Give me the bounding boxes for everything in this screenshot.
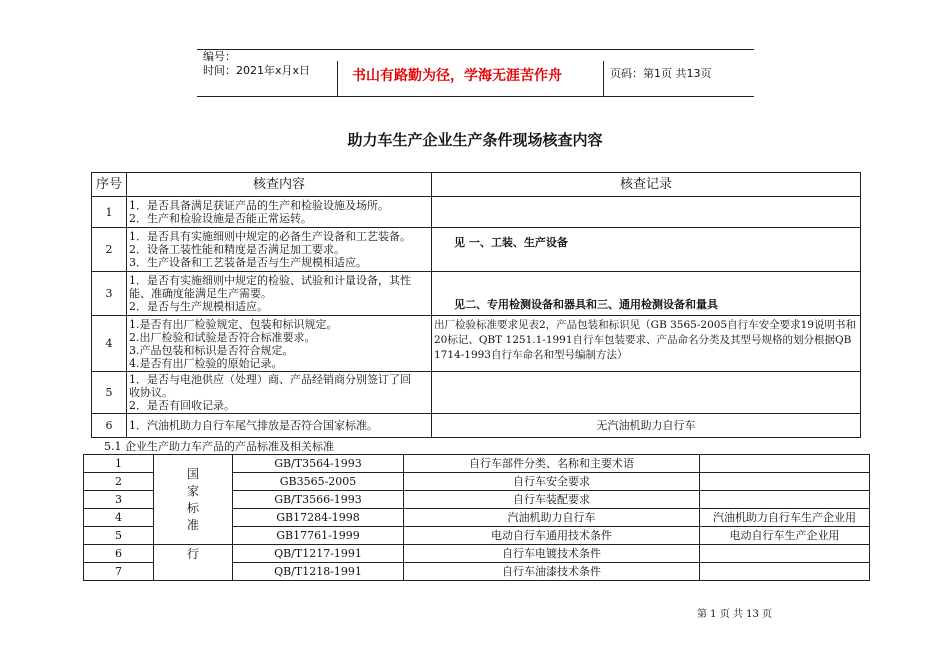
row-content bbox=[127, 228, 432, 272]
std-note bbox=[700, 545, 870, 563]
content-line: 4.是否有出厂检验的原始记录。 bbox=[129, 356, 283, 370]
std-no: 4 bbox=[84, 509, 154, 527]
row-no: 4 bbox=[92, 316, 127, 372]
row-content bbox=[127, 272, 432, 316]
std-note bbox=[700, 491, 870, 509]
doc-number-label: 编号： bbox=[203, 50, 236, 63]
doc-title: 助力车生产企业生产条件现场核查内容 bbox=[347, 131, 603, 149]
std-no: 5 bbox=[84, 527, 154, 545]
std-no: 6 bbox=[84, 545, 154, 563]
section-caption: 5.1 企业生产助力车产品的产品标准及相关标准 bbox=[104, 440, 334, 453]
row-content bbox=[127, 372, 432, 414]
row-no: 6 bbox=[92, 414, 127, 438]
std-note bbox=[700, 455, 870, 473]
table-row bbox=[92, 197, 861, 228]
category-national bbox=[154, 455, 233, 545]
header-bottom-rule bbox=[197, 96, 754, 97]
content-line: 收协议。 bbox=[129, 386, 173, 399]
row-record bbox=[432, 372, 861, 414]
content-line: 1．是否具备满足获证产品的生产和检验设施及场所。 bbox=[129, 199, 389, 212]
header-divider-left bbox=[337, 61, 338, 96]
std-name: 自行车部件分类、名称和主要术语 bbox=[404, 455, 700, 473]
row-no: 1 bbox=[92, 197, 127, 228]
header-page-label: 页码：第1页 共13页 bbox=[610, 67, 712, 80]
content-line: 1.是否有出厂检验规定、包装和标识规定。 bbox=[129, 317, 338, 331]
content-line: 3．生产设备和工艺装备是否与生产规模相适应。 bbox=[129, 256, 367, 269]
category-char: 标 bbox=[186, 500, 199, 515]
row-no: 5 bbox=[92, 372, 127, 414]
std-code: GB17284-1998 bbox=[233, 509, 404, 527]
std-code: GB/T3566-1993 bbox=[233, 491, 404, 509]
std-name: 自行车装配要求 bbox=[404, 491, 700, 509]
std-code: QB/T1218-1991 bbox=[233, 563, 404, 581]
content-line: 1．汽油机助力自行车尾气排放是否符合国家标准。 bbox=[129, 419, 378, 432]
content-line: 3.产品包装和标识是否符合规定。 bbox=[129, 343, 294, 357]
category-char: 准 bbox=[186, 517, 199, 532]
std-code: QB/T1217-1991 bbox=[233, 545, 404, 563]
table-row bbox=[92, 414, 861, 438]
table-row bbox=[92, 272, 861, 316]
header-top-rule bbox=[197, 49, 754, 50]
doc-time-label: 时间：2021年x月x日 bbox=[203, 64, 311, 77]
header-content: 核查内容 bbox=[127, 173, 432, 197]
content-line: 2．是否与生产规模相适应。 bbox=[129, 300, 268, 313]
header-motto: 书山有路勤为径，学海无涯苦作舟 bbox=[352, 68, 562, 84]
std-note: 汽油机助力自行车生产企业用 bbox=[700, 509, 870, 527]
table-row bbox=[92, 372, 861, 414]
row-content bbox=[127, 197, 432, 228]
row-no: 2 bbox=[92, 228, 127, 272]
table-row bbox=[84, 455, 870, 473]
row-record: 见 一、工装、生产设备 bbox=[432, 228, 861, 272]
category-char: 国 bbox=[186, 466, 199, 481]
header-divider-right bbox=[603, 61, 604, 96]
std-name: 自行车电镀技术条件 bbox=[404, 545, 700, 563]
row-content bbox=[127, 316, 432, 372]
content-line: 1．是否有实施细则中规定的检验、试验和计量设备，其性 bbox=[129, 274, 411, 287]
std-note: 电动自行车生产企业用 bbox=[700, 527, 870, 545]
content-line: 2．是否有回收记录。 bbox=[129, 399, 235, 412]
page-footer: 第 1 页 共 13 页 bbox=[697, 609, 772, 620]
table-row bbox=[92, 316, 861, 372]
content-line: 2.出厂检验和试验是否符合标准要求。 bbox=[129, 330, 316, 344]
content-line: 能、准确度能满足生产需要。 bbox=[129, 287, 272, 300]
std-no: 2 bbox=[84, 473, 154, 491]
content-line: 1．是否与电池供应（处理）商、产品经销商分别签订了回 bbox=[129, 373, 411, 386]
std-code: GB/T3564-1993 bbox=[233, 455, 404, 473]
row-record: 见二、专用检测设备和器具和三、通用检测设备和量具 bbox=[432, 272, 861, 316]
category-industry: 行 bbox=[154, 545, 233, 581]
std-name: 自行车安全要求 bbox=[404, 473, 700, 491]
content-line: 1．是否具有实施细则中规定的必备生产设备和工艺装备。 bbox=[129, 230, 411, 243]
category-char: 家 bbox=[186, 483, 199, 498]
row-record bbox=[432, 197, 861, 228]
std-code: GB17761-1999 bbox=[233, 527, 404, 545]
content-line: 2．生产和检验设施是否能正常运转。 bbox=[129, 212, 312, 225]
std-name: 自行车油漆技术条件 bbox=[404, 563, 700, 581]
std-code: GB3565-2005 bbox=[233, 473, 404, 491]
row-no: 3 bbox=[92, 272, 127, 316]
std-no: 7 bbox=[84, 563, 154, 581]
std-note bbox=[700, 473, 870, 491]
header-no: 序号 bbox=[92, 173, 127, 197]
row-content bbox=[127, 414, 432, 438]
std-no: 1 bbox=[84, 455, 154, 473]
inspection-table bbox=[91, 172, 861, 438]
row-record: 无汽油机助力自行车 bbox=[432, 414, 861, 438]
standards-table bbox=[83, 454, 870, 581]
std-name: 电动自行车通用技术条件 bbox=[404, 527, 700, 545]
content-line: 2．设备工装性能和精度是否满足加工要求。 bbox=[129, 243, 345, 256]
inspection-table-header bbox=[92, 173, 861, 197]
std-name: 汽油机助力自行车 bbox=[404, 509, 700, 527]
row-record: 出厂检验标准要求见表2，产品包装和标识见（GB 3565-2005自行车安全要求19说明书和20标记、QBT 1251.1-1991自行车包装要求、产品命名分类及其型号规格的划分根据QB 1714-1993自行车命名和型号编制方法） bbox=[432, 316, 861, 372]
std-no: 3 bbox=[84, 491, 154, 509]
std-note bbox=[700, 563, 870, 581]
table-row bbox=[84, 545, 870, 563]
table-row bbox=[92, 228, 861, 272]
header-record: 核查记录 bbox=[432, 173, 861, 197]
